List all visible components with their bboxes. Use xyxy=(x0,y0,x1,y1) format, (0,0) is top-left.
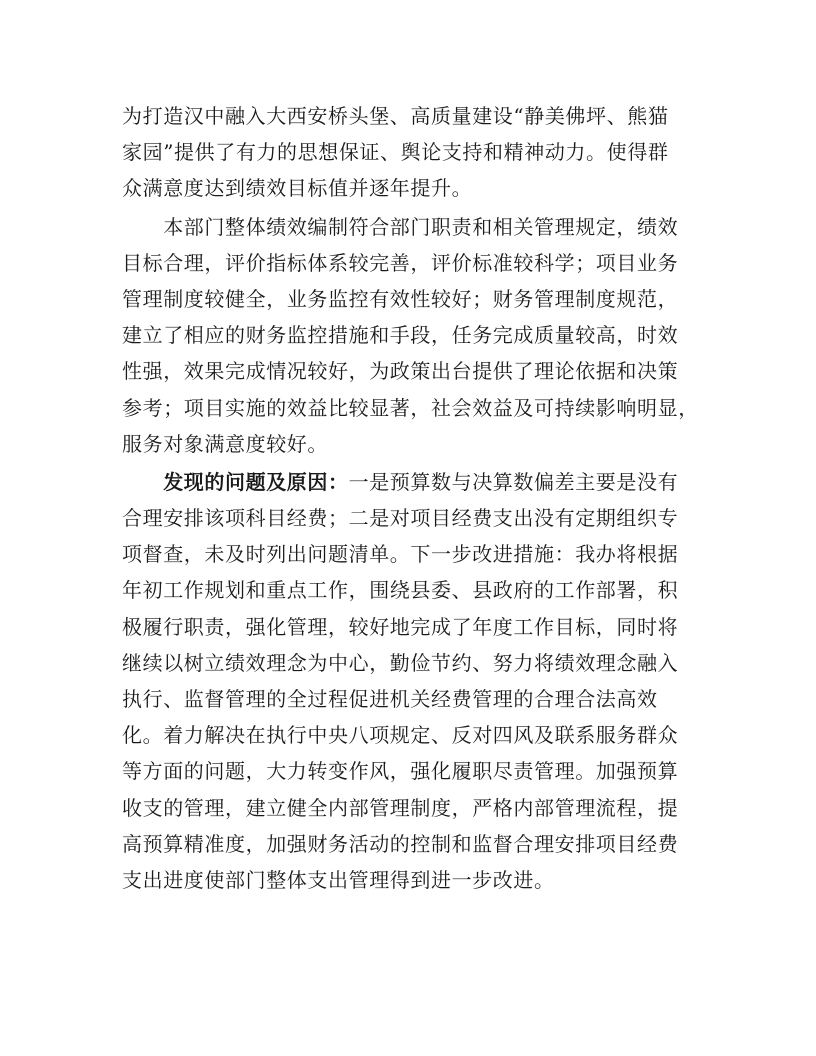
text-line xyxy=(122,464,700,500)
text-line: 合理安排该项科目经费；二是对项目经费支出没有定期组织专 xyxy=(122,506,679,531)
text-line: 支出进度使部门整体支出管理得到进一步改进。 xyxy=(122,867,555,892)
text-line: 收支的管理，建立健全内部管理制度，严格内部管理流程，提 xyxy=(122,795,679,820)
text-line: 众满意度达到绩效目标值并逐年提升。 xyxy=(122,176,473,201)
text-line: 极履行职责，强化管理，较好地完成了年度工作目标，同时将 xyxy=(122,614,679,639)
text-line: 为打造汉中融入大西安桥头堡、高质量建设“静美佛坪、熊猫 xyxy=(122,104,669,128)
section-heading: 发现的问题及原因： xyxy=(122,469,349,494)
body-text xyxy=(122,98,700,898)
text-line: 服务对象满意度较好。 xyxy=(122,431,328,456)
text-line: 家园”提供了有力的思想保证、舆论支持和精神动力。使得群 xyxy=(122,140,669,165)
heading-line-rest: 一是预算数与决算数偏差主要是没有 xyxy=(348,469,679,494)
text-line: 性强，效果完成情况较好，为政策出台提供了理论依据和决策 xyxy=(122,359,679,384)
text-line: 化。着力解决在执行中央八项规定、反对四风及联系服务群众 xyxy=(122,723,679,748)
text-line: 年初工作规划和重点工作，围绕县委、县政府的工作部署，积 xyxy=(122,578,679,603)
paragraph-2 xyxy=(122,209,700,462)
text-line: 等方面的问题，大力转变作风，强化履职尽责管理。加强预算 xyxy=(122,759,679,784)
paragraph-1 xyxy=(122,98,700,207)
paragraph-3 xyxy=(122,464,700,898)
text-line: 目标合理，评价指标体系较完善，评价标准较科学；项目业务 xyxy=(122,250,679,275)
text-line: 参考；项目实施的效益比较显著，社会效益及可持续影响明显， xyxy=(122,395,699,420)
text-line: 本部门整体绩效编制符合部门职责和相关管理规定，绩效 xyxy=(122,214,679,239)
text-line: 高预算精准度，加强财务活动的控制和监督合理安排项目经费 xyxy=(122,831,679,856)
text-line: 管理制度较健全，业务监控有效性较好；财务管理制度规范， xyxy=(122,286,679,311)
text-line: 执行、监督管理的全过程促进机关经费管理的合理合法高效 xyxy=(122,687,658,711)
text-line: 建立了相应的财务监控措施和手段，任务完成质量较高，时效 xyxy=(122,323,679,348)
text-line: 项督查，未及时列出问题清单。下一步改进措施：我办将根据 xyxy=(122,542,679,567)
text-line: 继续以树立绩效理念为中心，勤俭节约、努力将绩效理念融入 xyxy=(122,650,679,675)
